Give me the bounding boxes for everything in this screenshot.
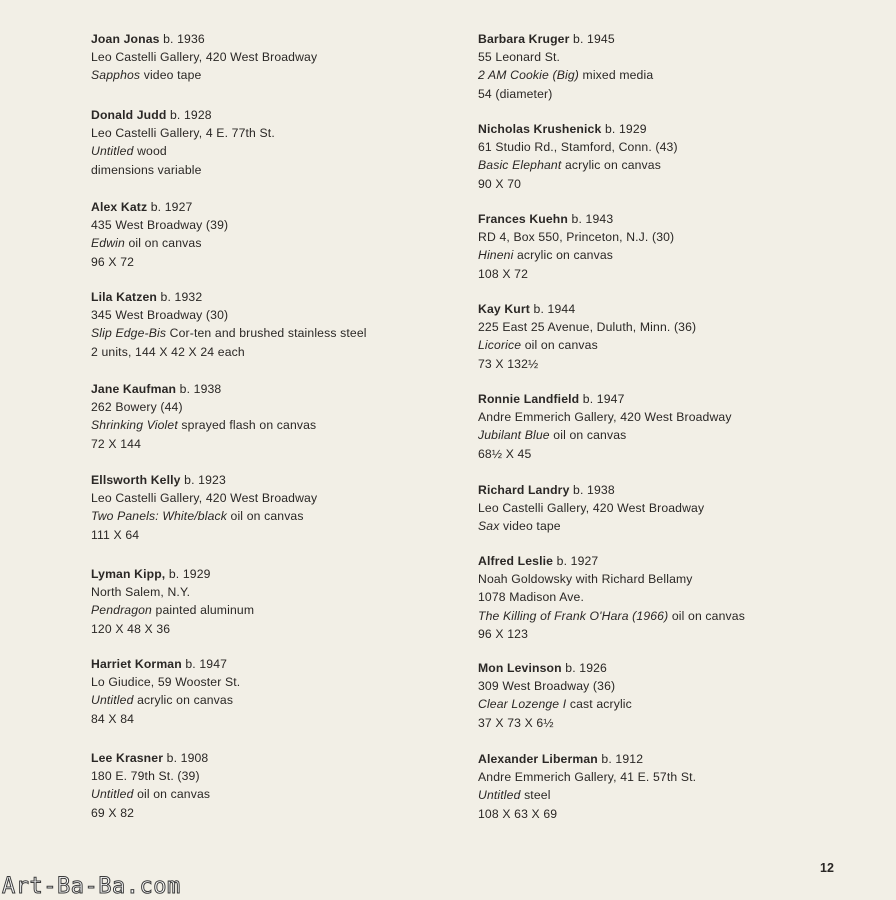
artwork-medium: acrylic on canvas: [561, 158, 661, 173]
artist-entry: [91, 749, 461, 822]
artist-name: Barbara Kruger: [478, 32, 570, 46]
detail-line: Leo Castelli Gallery, 420 West Broadway: [91, 491, 318, 506]
birth-year: b. 1912: [597, 752, 644, 766]
birth-year: b. 1908: [163, 751, 209, 765]
detail-line: Leo Castelli Gallery, 4 E. 77th St.: [91, 126, 275, 141]
artwork-line: [478, 517, 878, 535]
artwork-medium: oil on canvas: [521, 338, 598, 353]
artist-entry: [91, 380, 461, 453]
artwork-medium: painted aluminum: [151, 603, 255, 618]
detail-line: 180 E. 79th St. (39): [91, 769, 200, 784]
artist-name: Frances Kuehn: [478, 212, 568, 226]
artwork-title: Sapphos: [91, 68, 141, 83]
birth-year: b. 1938: [569, 483, 615, 497]
detail-line: dimensions variable: [91, 162, 202, 177]
detail-line: Andre Emmerich Gallery, 420 West Broadway: [478, 410, 732, 425]
artwork-medium: acrylic on canvas: [133, 693, 234, 708]
artwork-line: [91, 324, 461, 342]
artist-name: Kay Kurt: [478, 302, 530, 316]
entry-header: [91, 471, 461, 489]
artwork-line: [91, 785, 461, 803]
detail-line: 96 X 72: [91, 254, 135, 269]
detail-line: 435 West Broadway (39): [91, 218, 229, 233]
artist-name: Alexander Liberman: [478, 752, 598, 766]
entry-header: [478, 481, 878, 499]
artist-name: Richard Landry: [478, 483, 570, 497]
birth-year: b. 1938: [176, 382, 222, 396]
detail-line: 73 X 132½: [478, 356, 539, 371]
artist-name: Ronnie Landfield: [478, 392, 580, 406]
detail-line: 2 units, 144 X 42 X 24 each: [91, 344, 245, 359]
artwork-medium: Cor-ten and brushed stainless steel: [166, 326, 367, 341]
artwork-title: Basic Elephant: [478, 158, 562, 173]
entry-header: [478, 300, 878, 318]
detail-line: 108 X 63 X 69: [478, 806, 558, 821]
detail-line: Andre Emmerich Gallery, 41 E. 57th St.: [478, 770, 697, 785]
artist-name: Alfred Leslie: [478, 554, 554, 568]
detail-line: Leo Castelli Gallery, 420 West Broadway: [91, 50, 318, 65]
birth-year: b. 1944: [530, 302, 576, 316]
detail-line: 72 X 144: [91, 436, 141, 451]
entry-header: [91, 749, 461, 767]
artist-name: Ellsworth Kelly: [91, 473, 181, 487]
detail-line: Lo Giudice, 59 Wooster St.: [91, 675, 241, 690]
detail-line: 345 West Broadway (30): [91, 308, 229, 323]
artwork-line: [91, 416, 461, 434]
artwork-medium: steel: [520, 788, 551, 803]
artwork-title: The Killing of Frank O'Hara (1966): [478, 608, 669, 623]
artist-entry: [478, 552, 878, 643]
artist-entry: [478, 300, 878, 373]
birth-year: b. 1947: [181, 657, 228, 671]
birth-year: b. 1927: [147, 200, 193, 214]
artwork-line: [478, 426, 878, 444]
artist-name: Mon Levinson: [478, 661, 562, 675]
artwork-medium: cast acrylic: [566, 697, 632, 712]
entry-header: [91, 106, 461, 124]
entry-header: [91, 30, 461, 48]
artist-name: Lee Krasner: [91, 751, 164, 765]
artwork-title: Hineni: [478, 248, 514, 263]
detail-line: 84 X 84: [91, 711, 135, 726]
detail-line: 1078 Madison Ave.: [478, 590, 584, 605]
detail-line: North Salem, N.Y.: [91, 585, 191, 600]
artwork-title: Two Panels: White/black: [91, 509, 227, 524]
artist-entry: [478, 120, 878, 193]
birth-year: b. 1945: [569, 32, 615, 46]
entry-header: [478, 120, 878, 138]
artwork-medium: oil on canvas: [668, 608, 745, 623]
artist-name: Jane Kaufman: [91, 382, 177, 396]
entry-header: [478, 659, 878, 677]
artist-entry: [478, 750, 878, 823]
artist-entry: [478, 659, 878, 732]
artwork-medium: oil on canvas: [124, 236, 202, 251]
artwork-title: Clear Lozenge I: [478, 697, 567, 712]
artwork-title: Untitled: [478, 788, 521, 803]
artwork-medium: video tape: [499, 519, 561, 534]
birth-year: b. 1947: [579, 392, 625, 406]
detail-line: 309 West Broadway (36): [478, 679, 616, 694]
artwork-medium: oil on canvas: [549, 428, 627, 443]
artist-name: Joan Jonas: [91, 32, 160, 46]
artwork-line: [478, 66, 878, 84]
artist-name: Alex Katz: [91, 200, 148, 214]
birth-year: b. 1932: [157, 290, 203, 304]
detail-line: 111 X 64: [91, 527, 140, 542]
artist-entry: [91, 30, 461, 85]
artwork-title: Licorice: [478, 338, 522, 353]
birth-year: b. 1926: [561, 661, 607, 675]
birth-year: b. 1936: [159, 32, 205, 46]
entry-header: [91, 380, 461, 398]
birth-year: b. 1929: [165, 567, 211, 581]
artist-entry: [91, 288, 461, 361]
artwork-line: [478, 336, 878, 354]
detail-line: 225 East 25 Avenue, Duluth, Minn. (36): [478, 320, 697, 335]
artwork-line: [91, 234, 461, 252]
artwork-title: Untitled: [91, 144, 134, 159]
entry-header: [478, 30, 878, 48]
artist-entry: [478, 481, 878, 536]
artist-entry: [91, 198, 461, 271]
entry-header: [478, 390, 878, 408]
detail-line: 54 (diameter): [478, 86, 553, 101]
detail-line: 90 X 70: [478, 176, 522, 191]
artwork-title: Jubilant Blue: [478, 428, 550, 443]
artwork-title: Edwin: [91, 236, 125, 251]
artist-name: Lila Katzen: [91, 290, 157, 304]
artwork-title: Sax: [478, 519, 500, 534]
entry-header: [91, 655, 461, 673]
detail-line: Leo Castelli Gallery, 420 West Broadway: [478, 501, 705, 516]
detail-line: 108 X 72: [478, 266, 528, 281]
artwork-title: 2 AM Cookie (Big): [478, 68, 579, 83]
artwork-medium: oil on canvas: [133, 787, 211, 802]
artist-entry: [91, 655, 461, 728]
artwork-line: [91, 142, 461, 160]
entry-header: [478, 552, 878, 570]
entry-header: [478, 750, 878, 768]
artwork-line: [478, 786, 878, 804]
birth-year: b. 1923: [180, 473, 226, 487]
birth-year: b. 1943: [568, 212, 614, 226]
page-number: 12: [820, 861, 834, 875]
artwork-title: Slip Edge-Bis: [91, 326, 167, 341]
entry-header: [91, 198, 461, 216]
artist-entry: [478, 390, 878, 463]
artwork-line: [478, 607, 878, 625]
detail-line: 96 X 123: [478, 626, 528, 641]
artwork-line: [478, 156, 878, 174]
artwork-line: [478, 246, 878, 264]
artwork-title: Untitled: [91, 693, 134, 708]
artwork-line: [91, 601, 461, 619]
birth-year: b. 1928: [166, 108, 212, 122]
detail-line: 262 Bowery (44): [91, 400, 183, 415]
artist-name: Nicholas Krushenick: [478, 122, 602, 136]
detail-line: 61 Studio Rd., Stamford, Conn. (43): [478, 140, 678, 155]
artist-name: Lyman Kipp,: [91, 567, 166, 581]
artwork-line: [91, 507, 461, 525]
detail-line: 120 X 48 X 36: [91, 621, 171, 636]
artwork-line: [91, 691, 461, 709]
artist-name: Harriet Korman: [91, 657, 182, 671]
artwork-medium: oil on canvas: [226, 509, 304, 524]
artwork-medium: sprayed flash on canvas: [177, 418, 317, 433]
artist-entry: [478, 30, 878, 103]
detail-line: Noah Goldowsky with Richard Bellamy: [478, 572, 693, 587]
artist-entry: [91, 471, 461, 544]
detail-line: 37 X 73 X 6½: [478, 715, 554, 730]
artwork-title: Shrinking Violet: [91, 418, 178, 433]
birth-year: b. 1929: [601, 122, 647, 136]
birth-year: b. 1927: [553, 554, 599, 568]
artwork-medium: mixed media: [578, 68, 654, 83]
watermark-logo: Art-Ba-Ba.com: [2, 874, 181, 899]
artwork-title: Pendragon: [91, 603, 152, 618]
entry-header: [91, 288, 461, 306]
artwork-title: Untitled: [91, 787, 134, 802]
artwork-medium: video tape: [140, 68, 202, 83]
entry-header: [478, 210, 878, 228]
artwork-medium: acrylic on canvas: [513, 248, 614, 263]
detail-line: 68½ X 45: [478, 446, 532, 461]
artist-name: Donald Judd: [91, 108, 167, 122]
artist-entry: [91, 565, 461, 638]
detail-line: 69 X 82: [91, 805, 135, 820]
artwork-medium: wood: [133, 144, 167, 159]
artwork-line: [91, 66, 461, 84]
artist-entry: [478, 210, 878, 283]
artwork-line: [478, 695, 878, 713]
entry-header: [91, 565, 461, 583]
detail-line: RD 4, Box 550, Princeton, N.J. (30): [478, 230, 675, 245]
detail-line: 55 Leonard St.: [478, 50, 561, 65]
artist-entry: [91, 106, 461, 179]
